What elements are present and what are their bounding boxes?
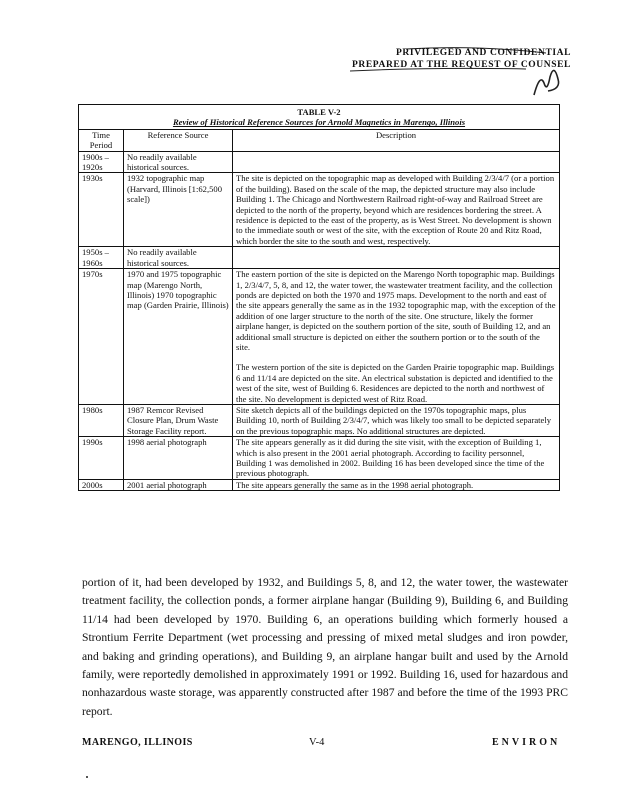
stamp-line-2: PREPARED AT THE REQUEST OF COUNSEL [352, 60, 571, 70]
table-row [79, 437, 560, 480]
row-period: 1930s [79, 173, 124, 247]
header-reference-source: Reference Source [124, 129, 233, 151]
footer-location: MARENGO, ILLINOIS [82, 737, 193, 748]
description-paragraph: The eastern portion of the site is depicted on the Marengo North topographic map. Buildings 1, 2/3/4/7, 5, 8, and 12, the water tower, the wastewater treatment facility, and the collection ponds are depicted on both the 1970 and 1975 maps. Development to the north and east of the site appears generally the same as in the 1932 topographic map, with the exception of the addition of one larger structure to the north of the site. One structure, likely the former airplane hanger, is depicted on the southern portion of the site, south of Building 12, and an additional small structure is depicted on either the southern portion or to the south of the site. [236, 269, 556, 352]
table-header-row [79, 129, 560, 151]
reference-sources-table [78, 104, 560, 491]
row-description: The site appears generally the same as in the 1998 aerial photograph. [233, 479, 560, 490]
row-description: Site sketch depicts all of the buildings depicted on the 1970s topographic maps, plus Building 10, north of Building 2/3/4/7, which was likely too small to be depicted separately on the previous topographic maps. No additional structures are depicted. [233, 404, 560, 436]
header-description: Description [233, 129, 560, 151]
page-number: V-4 [309, 737, 325, 748]
table-subtitle: Review of Historical Reference Sources for Arnold Magnetics in Marengo, Illinois [172, 117, 466, 128]
description-paragraph: The western portion of the site is depicted on the Garden Prairie topographic map. Buildings 6 and 11/14 are depicted on the site. An electrical substation is depicted and identified to the west of the site, west of Building 6. Residences are depicted to the north and northwest of the site. No development is depicted west of Ritz Road. [236, 362, 555, 404]
row-description [233, 151, 560, 173]
table-row [79, 247, 560, 269]
table-title: TABLE V-2 [297, 107, 341, 117]
row-description [233, 269, 560, 405]
table-row [79, 479, 560, 490]
header-time-period: Time Period [79, 129, 124, 151]
confidentiality-stamp [346, 47, 576, 107]
body-paragraph: portion of it, had been developed by 1932, and Buildings 5, 8, and 12, the water tower, the wastewater treatment facility, the collection ponds, a former airplane hangar (Building 9), Building 6, and Building 11/14 had been developed by 1970. Building 6, an operations building which formerly housed a Strontium Ferrite Department (wet processing and pressing of mixed metal sludges and iron powder, and baking and grinding operations), and Building 9, an airplane hangar built and used by the Arnold family, were reportedly demolished in approximately 1991 or 1992. Building 16, used for hazardous and nonhazardous waste storage, was apparently constructed after 1987 and before the time of the 1993 PRC report. [82, 576, 568, 718]
row-period: 1970s [79, 269, 124, 405]
table-row [79, 269, 560, 405]
table-caption [79, 105, 560, 130]
footer-company: ENVIRON [492, 737, 561, 748]
row-source: 1932 topographic map (Harvard, Illinois [1:62,500 scale]) [124, 173, 233, 247]
stamp-line-1: PRIVILEGED AND CONFIDENTIAL [396, 48, 572, 58]
row-source: No readily available historical sources. [124, 247, 233, 269]
row-description: The site appears generally as it did during the site visit, with the exception of Building 1, which is also present in the 2001 aerial photograph. According to facility personnel, Building 1 was demolished in 2002. Building 16 has been developed since the time of the previous photograph. [233, 437, 560, 480]
row-source: 1987 Remcor Revised Closure Plan, Drum Waste Storage Facility report. [124, 404, 233, 436]
table-row [79, 404, 560, 436]
row-period: 1990s [79, 437, 124, 480]
row-source: No readily available historical sources. [124, 151, 233, 173]
row-period: 1950s – 1960s [79, 247, 124, 269]
row-source: 2001 aerial photograph [124, 479, 233, 490]
row-period: 1980s [79, 404, 124, 436]
scan-speck [86, 776, 88, 778]
table-row [79, 151, 560, 173]
row-source: 1998 aerial photograph [124, 437, 233, 480]
row-period: 1900s – 1920s [79, 151, 124, 173]
row-period: 2000s [79, 479, 124, 490]
table-row [79, 173, 560, 247]
row-source: 1970 and 1975 topographic map (Marengo North, Illinois) 1970 topographic map (Garden Prairie, Illinois) [124, 269, 233, 405]
row-description: The site is depicted on the topographic map as developed with Building 2/3/4/7 (or a portion of the building). Based on the scale of the map, the depicted structure may also include Building 1. The Chicago and Northwestern Railroad right-of-way and Railroad Street are depicted to the north of the property, beyond which are residences bordering the street. A residence is depicted to the east of the property, as is West Street. No development is shown to the immediate south or west of the site, with the exception of Route 20 and Ritz Road, which border the site to the south and west, respectively. [233, 173, 560, 247]
row-description [233, 247, 560, 269]
